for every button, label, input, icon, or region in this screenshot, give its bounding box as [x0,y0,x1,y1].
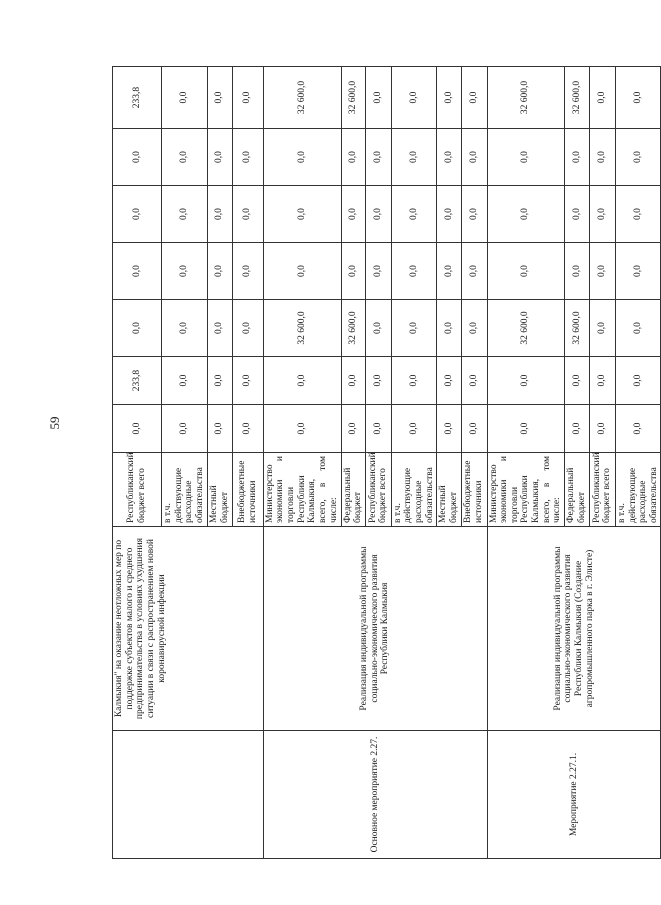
value-cell: 32 600,0 [263,300,341,357]
value-cell: 0,0 [365,67,391,129]
value-cell: 0,0 [437,405,461,453]
funding-source-cell: в т.ч. действующие расходные обязательства [391,453,437,527]
value-cell: 32 600,0 [564,300,589,357]
value-cell: 0,0 [365,300,391,357]
value-cell: 0,0 [615,67,661,129]
value-cell: 0,0 [341,405,365,453]
value-cell: 0,0 [615,129,661,186]
value-cell: 0,0 [615,300,661,357]
value-cell: 0,0 [589,405,615,453]
value-cell: 0,0 [589,300,615,357]
value-cell: 0,0 [113,405,162,453]
value-cell: 0,0 [589,357,615,405]
value-cell: 0,0 [564,357,589,405]
table-row [487,67,564,859]
value-cell: 0,0 [232,243,263,300]
funding-source-cell: Министерство экономики и торговли Республики Калмыкия, всего, в том числе: [263,453,341,527]
value-cell: 233,8 [113,357,162,405]
value-cell: 0,0 [615,357,661,405]
value-cell: 0,0 [461,357,487,405]
value-cell: 0,0 [589,67,615,129]
value-cell: 0,0 [564,186,589,243]
value-cell: 0,0 [461,129,487,186]
value-cell: 0,0 [341,129,365,186]
value-cell: 0,0 [461,186,487,243]
value-cell: 0,0 [487,405,564,453]
value-cell: 0,0 [487,357,564,405]
value-cell: 0,0 [615,405,661,453]
value-cell: 0,0 [232,186,263,243]
value-cell: 0,0 [162,186,208,243]
value-cell: 32 600,0 [487,300,564,357]
value-cell: 0,0 [391,67,437,129]
value-cell: 0,0 [113,186,162,243]
program-name-cell: Реализация индивидуальной программы социально-экономического развития Республики Калмыкия (Создание агропромышленного парка в г. Элисте) [487,527,661,731]
value-cell: 32 600,0 [564,67,589,129]
value-cell: 0,0 [232,405,263,453]
value-cell: 0,0 [437,243,461,300]
value-cell: 0,0 [341,243,365,300]
value-cell: 0,0 [365,129,391,186]
value-cell: 0,0 [391,300,437,357]
value-cell: 0,0 [207,67,232,129]
funding-source-cell: в т.ч. действующие расходные обязательства [162,453,208,527]
value-cell: 0,0 [207,300,232,357]
value-cell: 0,0 [437,129,461,186]
value-cell: 32 600,0 [263,67,341,129]
value-cell: 0,0 [263,405,341,453]
value-cell: 32 600,0 [487,67,564,129]
value-cell: 0,0 [341,186,365,243]
value-cell: 32 600,0 [341,67,365,129]
program-code-cell: Мероприятие 2.27.1. [487,731,661,859]
value-cell: 0,0 [162,357,208,405]
value-cell: 0,0 [207,405,232,453]
value-cell: 0,0 [232,129,263,186]
funding-source-cell: Местный бюджет [437,453,461,527]
value-cell: 0,0 [461,300,487,357]
value-cell: 0,0 [564,243,589,300]
value-cell: 32 600,0 [341,300,365,357]
value-cell: 0,0 [207,243,232,300]
value-cell: 0,0 [207,129,232,186]
value-cell: 0,0 [365,357,391,405]
value-cell: 0,0 [365,405,391,453]
value-cell: 0,0 [391,405,437,453]
value-cell: 0,0 [263,357,341,405]
value-cell: 0,0 [487,186,564,243]
value-cell: 0,0 [615,243,661,300]
funding-source-cell: Внебюджетные источники [232,453,263,527]
program-name-cell: Реализация индивидуальной программы социально-экономического развития Республики Калмыкия [263,527,487,731]
value-cell: 0,0 [207,186,232,243]
table-row [263,67,341,859]
funding-source-cell: в т.ч. действующие расходные обязательства [615,453,661,527]
value-cell: 0,0 [391,186,437,243]
program-code-cell [113,731,264,859]
program-name-cell: Калмыкия" на оказание неотложных мер по поддержке субъектов малого и среднего предпринимательства в условиях ухудшения ситуации в связи с распространением новой коронавирусной инфекции [113,527,264,731]
value-cell: 0,0 [207,357,232,405]
value-cell: 0,0 [564,129,589,186]
value-cell: 0,0 [232,67,263,129]
funding-source-cell: Республиканский бюджет всего [365,453,391,527]
table-row [113,67,162,859]
value-cell: 0,0 [232,357,263,405]
value-cell: 0,0 [162,67,208,129]
value-cell: 0,0 [615,186,661,243]
value-cell: 0,0 [461,405,487,453]
funding-source-cell: Местный бюджет [207,453,232,527]
value-cell: 0,0 [487,129,564,186]
funding-source-cell: Внебюджетные источники [461,453,487,527]
funding-source-cell: Республиканский бюджет всего [589,453,615,527]
value-cell: 0,0 [263,129,341,186]
value-cell: 0,0 [391,243,437,300]
value-cell: 0,0 [232,300,263,357]
value-cell: 0,0 [589,129,615,186]
page-number: 59 [47,416,62,430]
value-cell: 0,0 [162,243,208,300]
value-cell: 0,0 [589,243,615,300]
value-cell: 0,0 [437,357,461,405]
program-code-cell: Основное мероприятие 2.27. [263,731,487,859]
value-cell: 0,0 [162,129,208,186]
funding-source-cell: Федеральный бюджет [564,453,589,527]
value-cell: 233,8 [113,67,162,129]
value-cell: 0,0 [391,357,437,405]
value-cell: 0,0 [564,405,589,453]
value-cell: 0,0 [113,129,162,186]
budget-table [112,66,661,859]
value-cell: 0,0 [487,243,564,300]
value-cell: 0,0 [113,300,162,357]
value-cell: 0,0 [365,243,391,300]
value-cell: 0,0 [341,357,365,405]
value-cell: 0,0 [391,129,437,186]
value-cell: 0,0 [461,67,487,129]
value-cell: 0,0 [263,186,341,243]
value-cell: 0,0 [461,243,487,300]
rotated-page [112,67,659,859]
value-cell: 0,0 [365,186,391,243]
funding-source-cell: Федеральный бюджет [341,453,365,527]
value-cell: 0,0 [113,243,162,300]
funding-source-cell: Министерство экономики и торговли Республики Калмыкия, всего, в том числе: [487,453,564,527]
value-cell: 0,0 [589,186,615,243]
value-cell: 0,0 [437,300,461,357]
value-cell: 0,0 [162,300,208,357]
value-cell: 0,0 [263,243,341,300]
value-cell: 0,0 [437,67,461,129]
value-cell: 0,0 [437,186,461,243]
value-cell: 0,0 [162,405,208,453]
funding-source-cell: Республиканский бюджет всего [113,453,162,527]
